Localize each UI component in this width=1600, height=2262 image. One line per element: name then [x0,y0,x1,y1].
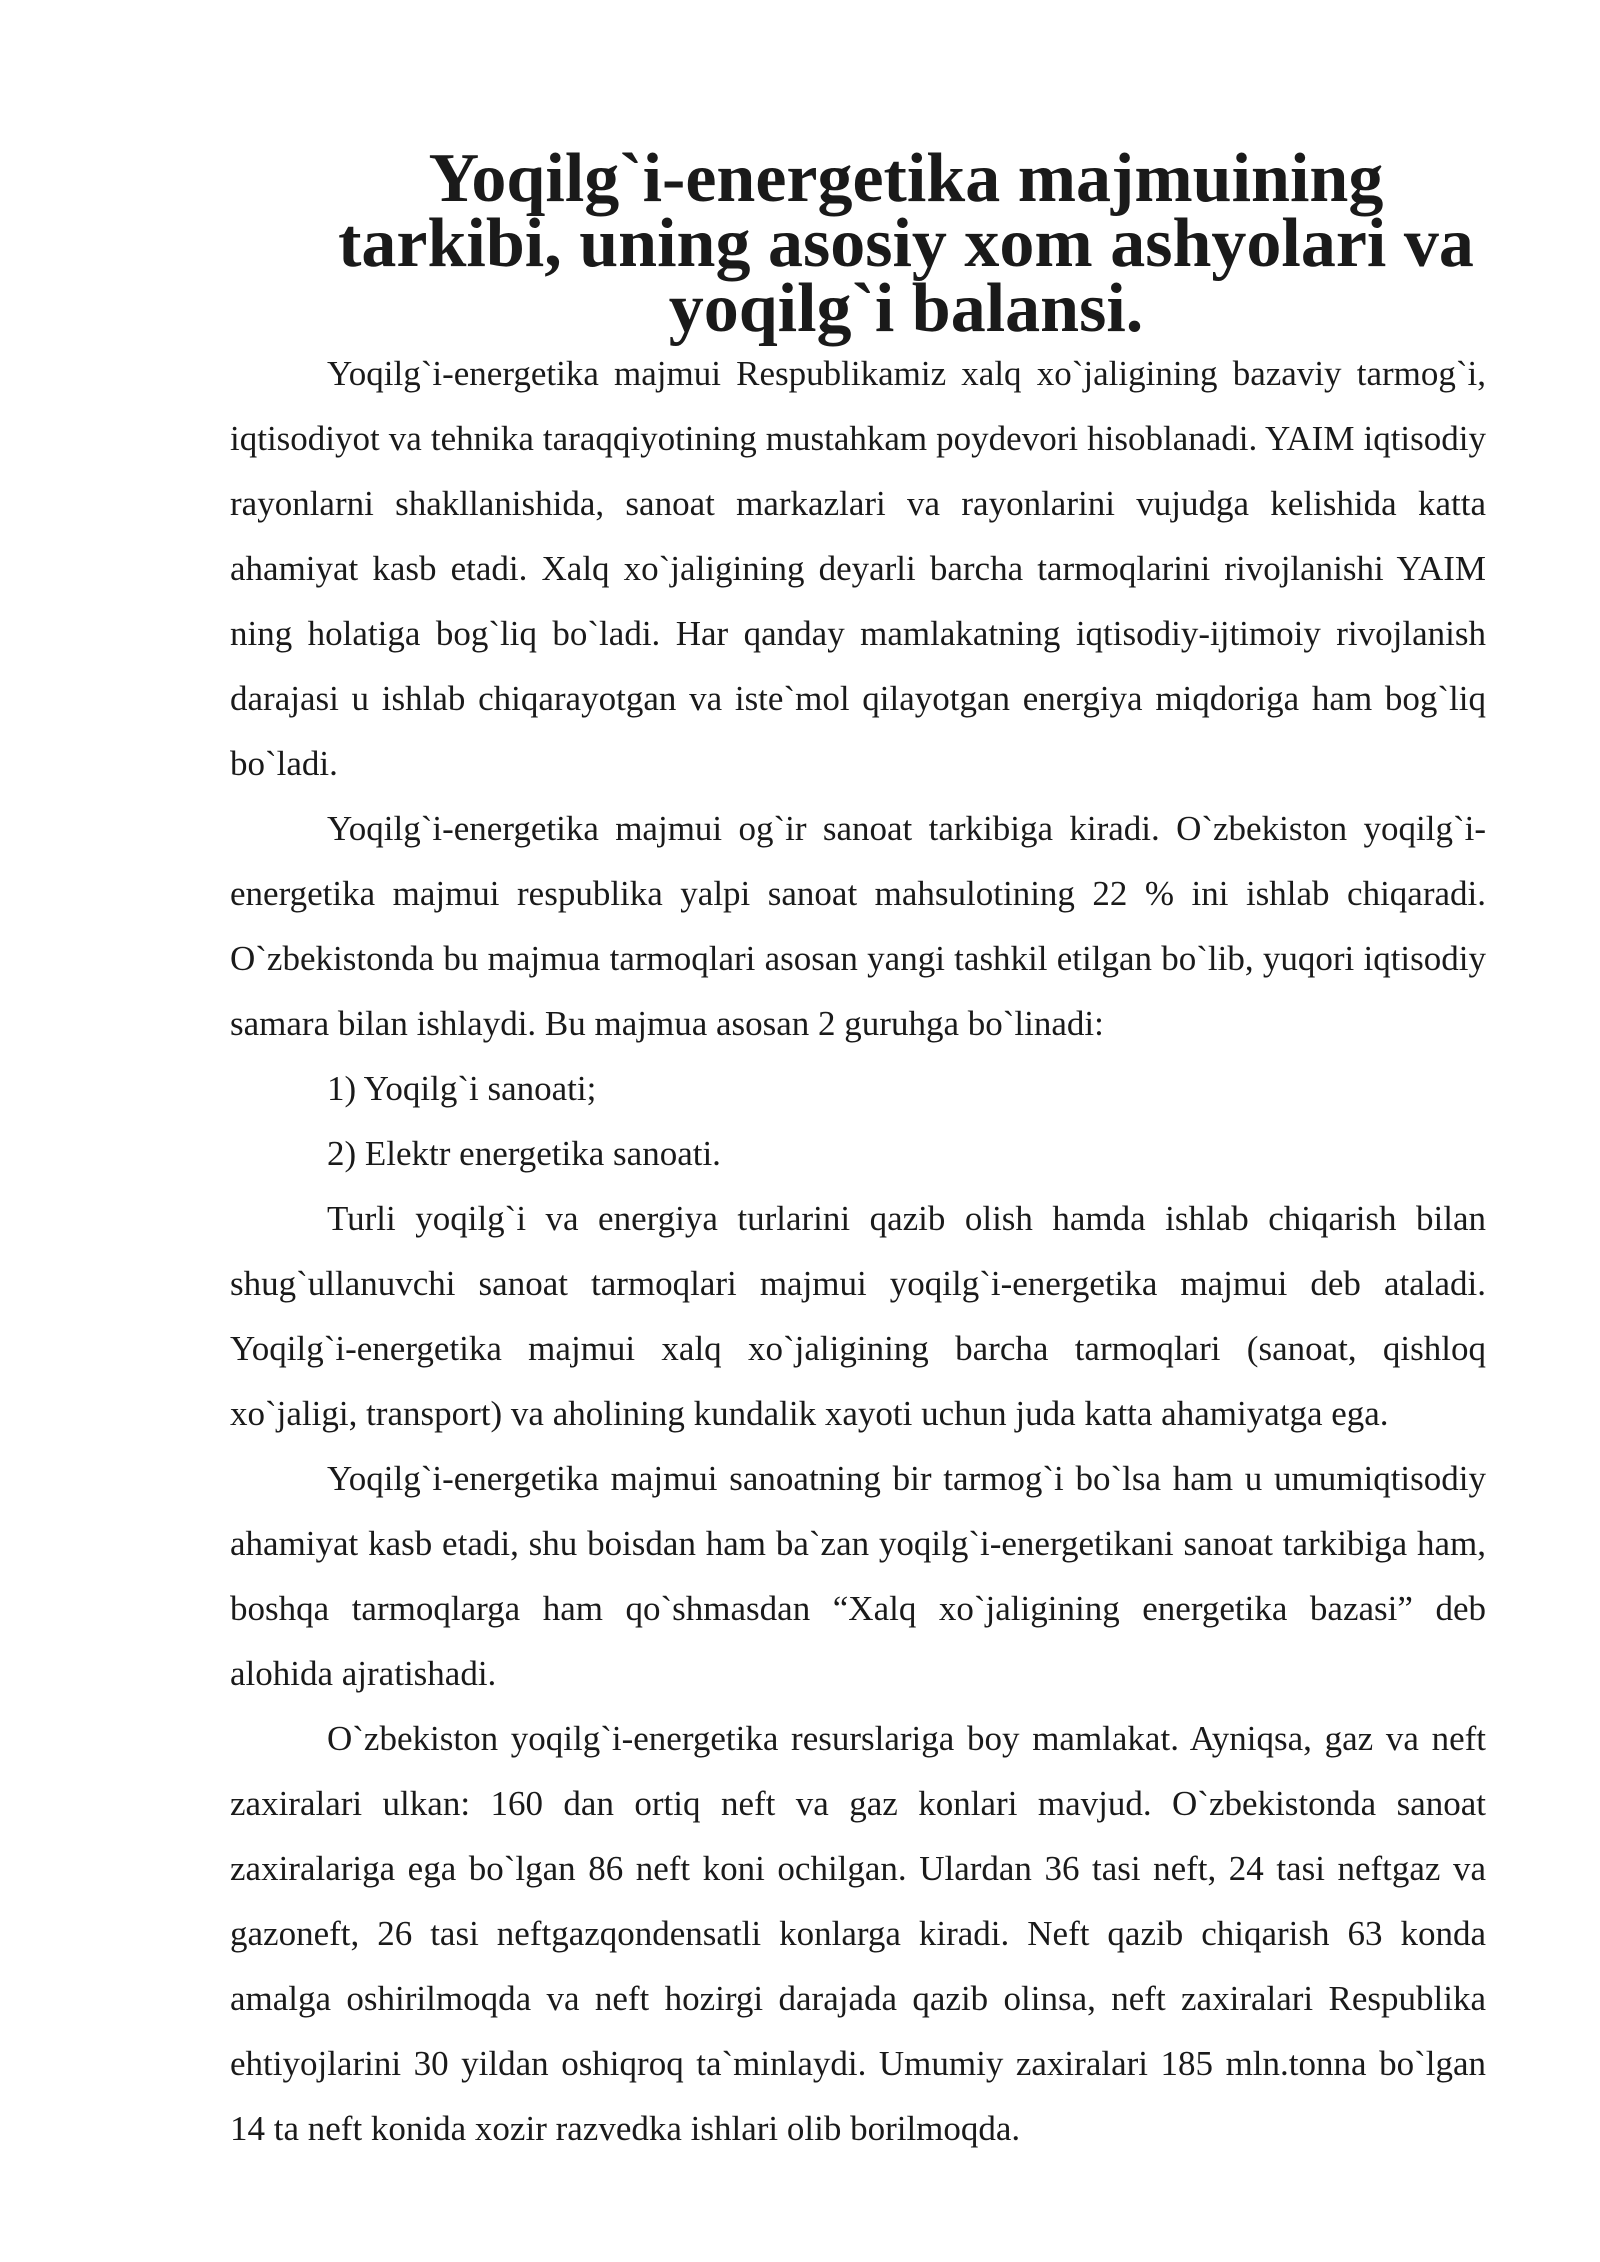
paragraph-definition: Turli yoqilg`i va energiya turlarini qazib olish hamda ishlab chiqarish bilan shug`ullanuvchi sanoat tarmoqlari majmui yoqilg`i-energetika majmui deb ataladi. Yoqilg`i-energetika majmui xalq xo`jaligining barcha tarmoqlari (sanoat, qishloq xo`jaligi, transport) va aholining kundalik xayoti uchun juda katta ahamiyatga ega. [230,1199,1486,1433]
list-item-electric-energy: 2) Elektr energetika sanoati. [327,1134,721,1173]
paragraph-intro: Yoqilg`i-energetika majmui Respublikamiz xalq xo`jaligining bazaviy tarmog`i, iqtisodiyot va tehnika taraqqiyotining mustahkam poydevori hisoblanadi. YAIM iqtisodiy rayonlarni shakllanishida, sanoat markazlari va rayonlarini vujudga kelishida katta ahamiyat kasb etadi. Xalq xo`jaligining deyarli barcha tarmoqlarini rivojlanishi YAIM ning holatiga bog`liq bo`ladi. Har qanday mamlakatning iqtisodiy-ijtimoiy rivojlanish darajasi u ishlab chiqarayotgan va iste`mol qilayotgan energiya miqdoriga ham bog`liq bo`ladi. [230,354,1486,783]
paragraph-significance: Yoqilg`i-energetika majmui sanoatning bir tarmog`i bo`lsa ham u umumiqtisodiy ahamiyat kasb etadi, shu boisdan ham ba`zan yoqilg`i-energetikani sanoat tarkibiga ham, boshqa tarmoqlarga ham qo`shmasdan “Xalq xo`jaligining energetika bazasi” deb alohida ajratishadi. [230,1459,1486,1693]
paragraph-structure: Yoqilg`i-energetika majmui og`ir sanoat tarkibiga kiradi. O`zbekiston yoqilg`i-energetika majmui respublika yalpi sanoat mahsulotining 22 % ini ishlab chiqaradi. O`zbekistonda bu majmua tarmoqlari asosan yangi tashkil etilgan bo`lib, yuqori iqtisodiy samara bilan ishlaydi. Bu majmua asosan 2 guruhga bo`linadi: [230,809,1486,1043]
title-line-1: Yoqilg`i-energetika majmuining tarkibi, uning asosiy xom ashyolari va [338,140,1474,282]
document-page [230,140,1486,2161]
list-item-fuel-industry: 1) Yoqilg`i sanoati; [327,1069,597,1108]
document-title [230,140,1486,347]
paragraph-resources: O`zbekiston yoqilg`i-energetika resurslariga boy mamlakat. Ayniqsa, gaz va neft zaxiralari ulkan: 160 dan ortiq neft va gaz konlari mavjud. O`zbekistonda sanoat zaxiralariga ega bo`lgan 86 neft koni ochilgan. Ulardan 36 tasi neft, 24 tasi neftgaz va gazoneft, 26 tasi neftgazqondensatli konlarga kiradi. Neft qazib chiqarish 63 konda amalga oshirilmoqda va neft hozirgi darajada qazib olinsa, neft zaxiralari Respublika ehtiyojlarini 30 yildan oshiqroq ta`minlaydi. Umumiy zaxiralari 185 mln.tonna bo`lgan 14 ta neft konida xozir razvedka ishlari olib borilmoqda. [230,1719,1486,2148]
title-line-2: yoqilg`i balansi. [668,270,1144,347]
